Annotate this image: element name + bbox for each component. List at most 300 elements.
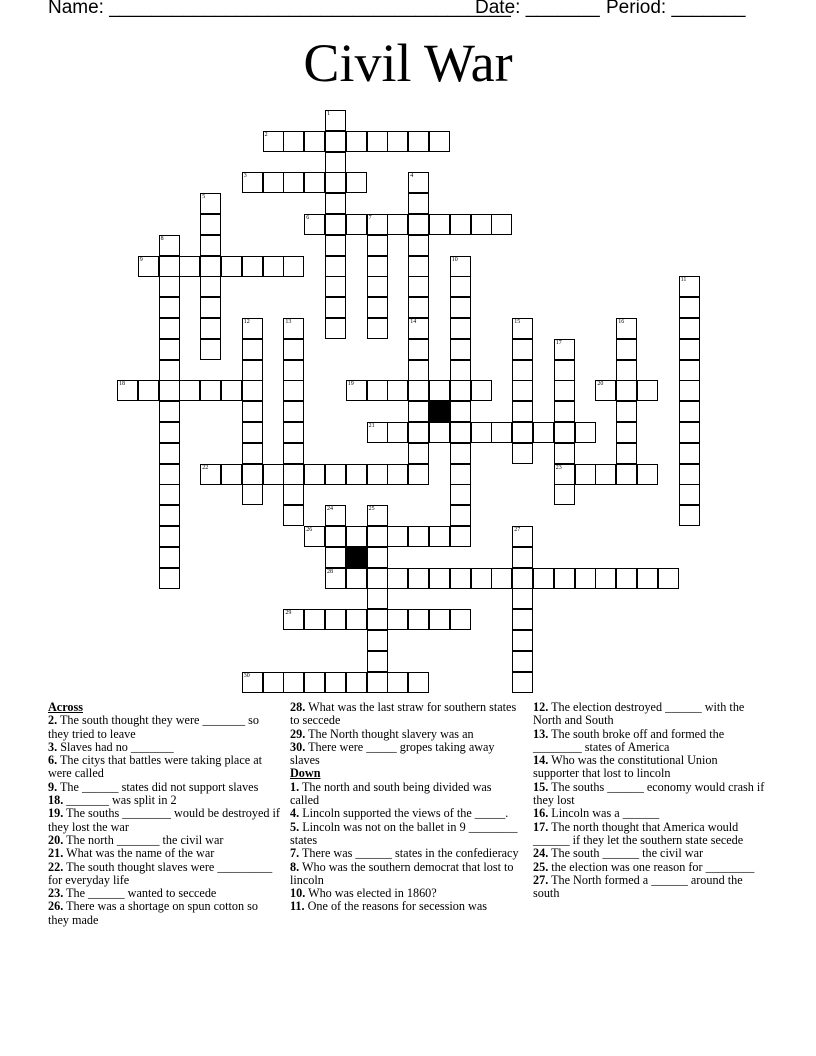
down-heading: Down: [290, 766, 321, 781]
answer-square[interactable]: [616, 380, 637, 401]
answer-square[interactable]: [554, 380, 575, 401]
answer-square[interactable]: [304, 131, 325, 152]
answer-square[interactable]: [304, 672, 325, 693]
answer-square[interactable]: [325, 318, 346, 339]
answer-square[interactable]: [346, 380, 367, 401]
answer-square[interactable]: [304, 172, 325, 193]
answer-square[interactable]: [367, 526, 388, 547]
answer-square[interactable]: [595, 380, 616, 401]
answer-square[interactable]: [367, 422, 388, 443]
answer-square[interactable]: [512, 422, 533, 443]
name-field-label: Name: ______________________________________: [48, 0, 511, 18]
clue-number: 25: [368, 506, 375, 513]
period-field-label: Period: _______: [606, 0, 746, 18]
answer-square[interactable]: [637, 380, 658, 401]
clue-number: 14: [410, 319, 417, 325]
clue-down-10: 10. Who was elected in 1860?: [290, 886, 437, 901]
answer-square[interactable]: [325, 214, 346, 235]
answer-square[interactable]: [200, 297, 221, 318]
clue-down-12: 12. The election destroyed ______ with the North and South: [533, 700, 745, 728]
answer-square[interactable]: [450, 422, 471, 443]
answer-square[interactable]: [263, 256, 284, 277]
answer-square[interactable]: [159, 401, 180, 422]
answer-square[interactable]: [408, 672, 429, 693]
answer-square[interactable]: [159, 443, 180, 464]
answer-square[interactable]: [387, 380, 408, 401]
answer-square[interactable]: [408, 339, 429, 360]
answer-square[interactable]: [450, 339, 471, 360]
answer-square[interactable]: [283, 360, 304, 381]
answer-square[interactable]: [117, 380, 138, 401]
answer-square[interactable]: [242, 422, 263, 443]
answer-square[interactable]: [242, 401, 263, 422]
clue-down-24: 24. The south ______ the civil war: [533, 846, 704, 861]
answer-square[interactable]: [179, 380, 200, 401]
answer-square[interactable]: [325, 526, 346, 547]
answer-square[interactable]: [367, 651, 388, 672]
clue-across-2: 2. The south thought they were _______ so they tried to leave: [48, 713, 260, 741]
answer-square[interactable]: [679, 276, 700, 297]
answer-square[interactable]: [616, 360, 637, 381]
answer-square[interactable]: [263, 672, 284, 693]
answer-square[interactable]: [512, 360, 533, 381]
answer-square[interactable]: [512, 339, 533, 360]
answer-square[interactable]: [200, 464, 221, 485]
clue-number: 4: [410, 173, 414, 180]
answer-square[interactable]: [346, 214, 367, 235]
answer-square[interactable]: [325, 297, 346, 318]
answer-square[interactable]: [283, 131, 304, 152]
clue-number: 13: [285, 319, 292, 325]
answer-square[interactable]: [283, 443, 304, 464]
answer-square[interactable]: [450, 380, 471, 401]
answer-square[interactable]: [283, 505, 304, 526]
answer-square[interactable]: [575, 422, 596, 443]
answer-square[interactable]: [554, 422, 575, 443]
answer-square[interactable]: [491, 568, 512, 589]
clue-number: 17: [555, 339, 562, 346]
answer-square[interactable]: [616, 464, 637, 485]
answer-square[interactable]: [450, 276, 471, 297]
clue-across-9: 9. The ______ states did not support slaves: [48, 779, 259, 794]
answer-square[interactable]: [512, 380, 533, 401]
answer-square[interactable]: [512, 630, 533, 651]
clue-number: 27: [514, 527, 521, 533]
answer-square[interactable]: [138, 380, 159, 401]
answer-square[interactable]: [616, 443, 637, 464]
answer-square[interactable]: [408, 568, 429, 589]
clue-number: 5: [202, 194, 206, 201]
clue-number: 20: [597, 381, 604, 388]
clue-down-16: 16. Lincoln was a ______: [533, 806, 660, 821]
answer-square[interactable]: [242, 318, 263, 339]
answer-square[interactable]: [179, 256, 200, 277]
answer-square[interactable]: [159, 505, 180, 526]
clue-across-19: 19. The souths ________ would be destroyed if they lost the war: [48, 806, 280, 834]
clue-number: 16: [618, 319, 625, 325]
answer-square[interactable]: [679, 297, 700, 318]
answer-square[interactable]: [450, 318, 471, 339]
clue-number: 23: [555, 464, 562, 471]
clue-number: 8: [160, 235, 164, 242]
answer-square[interactable]: [263, 131, 284, 152]
answer-square[interactable]: [346, 609, 367, 630]
answer-square[interactable]: [242, 672, 263, 693]
answer-square[interactable]: [242, 339, 263, 360]
clue-number: 28: [327, 568, 333, 575]
answer-square[interactable]: [408, 131, 429, 152]
clue-across-22: 22. The south thought slaves were _________ for everyday life: [48, 859, 273, 887]
clue-number: 21: [368, 423, 375, 429]
answer-square[interactable]: [658, 568, 679, 589]
answer-square[interactable]: [221, 256, 242, 277]
answer-square[interactable]: [283, 380, 304, 401]
answer-square[interactable]: [616, 422, 637, 443]
answer-square[interactable]: [429, 568, 450, 589]
clue-number: 19: [347, 381, 354, 388]
answer-square[interactable]: [595, 568, 616, 589]
answer-square[interactable]: [367, 276, 388, 297]
answer-square[interactable]: [325, 464, 346, 485]
answer-square[interactable]: [554, 484, 575, 505]
answer-square[interactable]: [346, 672, 367, 693]
answer-square[interactable]: [242, 464, 263, 485]
clues-column-left: [48, 701, 280, 927]
answer-square[interactable]: [325, 235, 346, 256]
answer-square[interactable]: [429, 526, 450, 547]
answer-square[interactable]: [450, 401, 471, 422]
clue-down-11: 11. One of the reasons for secession was: [290, 899, 487, 914]
answer-square[interactable]: [679, 318, 700, 339]
answer-square[interactable]: [554, 568, 575, 589]
answer-square[interactable]: [408, 193, 429, 214]
answer-square[interactable]: [450, 297, 471, 318]
answer-square[interactable]: [325, 568, 346, 589]
answer-square[interactable]: [637, 568, 658, 589]
answer-square[interactable]: [283, 318, 304, 339]
answer-square[interactable]: [679, 505, 700, 526]
clue-down-7: 7. There was ______ states in the confedieracy: [290, 846, 519, 861]
answer-square[interactable]: [242, 443, 263, 464]
answer-square[interactable]: [159, 547, 180, 568]
answer-square[interactable]: [159, 380, 180, 401]
answer-square[interactable]: [304, 609, 325, 630]
answer-square[interactable]: [263, 464, 284, 485]
answer-square[interactable]: [325, 152, 346, 173]
answer-square[interactable]: [367, 609, 388, 630]
answer-square[interactable]: [450, 464, 471, 485]
clue-number: 10: [451, 256, 458, 263]
answer-square[interactable]: [325, 609, 346, 630]
answer-square[interactable]: [512, 318, 533, 339]
answer-square[interactable]: [304, 214, 325, 235]
answer-square[interactable]: [408, 276, 429, 297]
answer-square[interactable]: [263, 172, 284, 193]
answer-square[interactable]: [200, 339, 221, 360]
answer-square[interactable]: [325, 505, 346, 526]
clue-across-6: 6. The citys that battles were taking place at were called: [48, 753, 262, 781]
answer-square[interactable]: [283, 422, 304, 443]
answer-square[interactable]: [325, 110, 346, 131]
answer-square[interactable]: [159, 464, 180, 485]
answer-square[interactable]: [387, 609, 408, 630]
answer-square[interactable]: [367, 380, 388, 401]
clue-down-14: 14. Who was the constitutional Union supporter that lost to lincoln: [533, 753, 718, 781]
answer-square[interactable]: [367, 214, 388, 235]
answer-square[interactable]: [512, 651, 533, 672]
answer-square[interactable]: [387, 568, 408, 589]
answer-square[interactable]: [450, 609, 471, 630]
clue-down-13: 13. The south broke off and formed the ________ states of America: [533, 726, 725, 754]
answer-square[interactable]: [242, 380, 263, 401]
clue-across-18: 18. _______ was split in 2: [48, 793, 177, 808]
answer-square[interactable]: [200, 193, 221, 214]
answer-square[interactable]: [408, 380, 429, 401]
answer-square[interactable]: [616, 568, 637, 589]
answer-square[interactable]: [408, 235, 429, 256]
clue-number: 18: [119, 381, 125, 388]
answer-square[interactable]: [325, 193, 346, 214]
clue-number: 1: [327, 111, 330, 117]
answer-square[interactable]: [408, 422, 429, 443]
answer-square[interactable]: [450, 443, 471, 464]
answer-square[interactable]: [346, 172, 367, 193]
answer-square[interactable]: [242, 484, 263, 505]
answer-square[interactable]: [367, 630, 388, 651]
answer-square[interactable]: [512, 568, 533, 589]
answer-square[interactable]: [367, 505, 388, 526]
clue-number: 26: [306, 527, 313, 533]
answer-square[interactable]: [200, 235, 221, 256]
answer-square[interactable]: [679, 464, 700, 485]
answer-square[interactable]: [554, 464, 575, 485]
answer-square[interactable]: [325, 547, 346, 568]
answer-square[interactable]: [471, 380, 492, 401]
answer-square[interactable]: [408, 214, 429, 235]
answer-square[interactable]: [346, 526, 367, 547]
answer-square[interactable]: [242, 360, 263, 381]
answer-square[interactable]: [429, 214, 450, 235]
answer-square[interactable]: [283, 672, 304, 693]
answer-square[interactable]: [512, 526, 533, 547]
clue-number: 6: [306, 215, 310, 221]
answer-square[interactable]: [159, 297, 180, 318]
answer-square[interactable]: [554, 339, 575, 360]
answer-square[interactable]: [616, 401, 637, 422]
clue-down-8: 8. Who was the southern democrat that lost to lincoln: [290, 859, 514, 887]
answer-square[interactable]: [450, 568, 471, 589]
answer-square[interactable]: [387, 422, 408, 443]
answer-square[interactable]: [387, 214, 408, 235]
clue-down-25: 25. the election was one reason for ________: [533, 859, 755, 874]
answer-square[interactable]: [450, 484, 471, 505]
answer-square[interactable]: [283, 464, 304, 485]
answer-square[interactable]: [679, 401, 700, 422]
answer-square[interactable]: [221, 464, 242, 485]
clues-column-right: [533, 701, 765, 900]
answer-square[interactable]: [159, 235, 180, 256]
clue-across-28: 28. What was the last straw for southern states to seccede: [290, 700, 517, 728]
answer-square[interactable]: [408, 256, 429, 277]
answer-square[interactable]: [408, 360, 429, 381]
answer-square[interactable]: [283, 339, 304, 360]
clue-down-17: 17. The north thought that America would ______ if they let the southern state secede: [533, 819, 744, 847]
clue-down-4: 4. Lincoln supported the views of the _____.: [290, 806, 509, 821]
answer-square[interactable]: [367, 131, 388, 152]
answer-square[interactable]: [367, 235, 388, 256]
clue-down-27: 27. The North formed a ______ around the south: [533, 872, 743, 901]
answer-square[interactable]: [450, 505, 471, 526]
answer-square[interactable]: [408, 318, 429, 339]
clues-column-middle: [290, 701, 522, 914]
answer-square[interactable]: [387, 131, 408, 152]
answer-square[interactable]: [450, 214, 471, 235]
answer-square[interactable]: [450, 360, 471, 381]
answer-square[interactable]: [408, 172, 429, 193]
answer-square[interactable]: [512, 443, 533, 464]
answer-square[interactable]: [325, 672, 346, 693]
answer-square[interactable]: [283, 609, 304, 630]
answer-square[interactable]: [595, 464, 616, 485]
answer-square[interactable]: [554, 443, 575, 464]
clue-across-26: 26. There was a shortage on spun cotton so they made: [48, 899, 258, 927]
answer-square[interactable]: [283, 172, 304, 193]
answer-square[interactable]: [304, 464, 325, 485]
answer-square[interactable]: [616, 339, 637, 360]
answer-square[interactable]: [159, 484, 180, 505]
answer-square[interactable]: [159, 526, 180, 547]
answer-square[interactable]: [450, 256, 471, 277]
answer-square[interactable]: [159, 422, 180, 443]
answer-square[interactable]: [367, 318, 388, 339]
clue-number: 2: [264, 131, 268, 138]
clue-number: 7: [368, 215, 372, 221]
answer-square[interactable]: [554, 360, 575, 381]
answer-square[interactable]: [450, 526, 471, 547]
answer-square[interactable]: [346, 568, 367, 589]
answer-square[interactable]: [325, 131, 346, 152]
answer-square[interactable]: [367, 297, 388, 318]
clue-number: 11: [680, 277, 687, 284]
answer-square[interactable]: [471, 422, 492, 443]
date-field-label: Date: _______: [475, 0, 600, 18]
block-square: [346, 547, 367, 568]
answer-square[interactable]: [304, 526, 325, 547]
answer-square[interactable]: [367, 256, 388, 277]
answer-square[interactable]: [679, 339, 700, 360]
answer-square[interactable]: [408, 443, 429, 464]
answer-square[interactable]: [283, 401, 304, 422]
answer-square[interactable]: [325, 276, 346, 297]
across-heading: Across: [48, 700, 83, 714]
answer-square[interactable]: [616, 318, 637, 339]
answer-square[interactable]: [679, 443, 700, 464]
answer-square[interactable]: [533, 568, 554, 589]
answer-square[interactable]: [159, 318, 180, 339]
answer-square[interactable]: [512, 672, 533, 693]
answer-square[interactable]: [367, 464, 388, 485]
answer-square[interactable]: [512, 588, 533, 609]
answer-square[interactable]: [200, 276, 221, 297]
answer-square[interactable]: [533, 422, 554, 443]
answer-square[interactable]: [429, 609, 450, 630]
answer-square[interactable]: [242, 172, 263, 193]
answer-square[interactable]: [679, 360, 700, 381]
answer-square[interactable]: [325, 256, 346, 277]
answer-square[interactable]: [159, 568, 180, 589]
answer-square[interactable]: [408, 297, 429, 318]
answer-square[interactable]: [554, 401, 575, 422]
answer-square[interactable]: [679, 484, 700, 505]
answer-square[interactable]: [325, 172, 346, 193]
answer-square[interactable]: [512, 547, 533, 568]
answer-square[interactable]: [200, 214, 221, 235]
answer-square[interactable]: [200, 318, 221, 339]
answer-square[interactable]: [283, 256, 304, 277]
clue-number: 22: [202, 464, 209, 471]
clue-down-1: 1. The north and south being divided was called: [290, 779, 492, 808]
answer-square[interactable]: [200, 256, 221, 277]
answer-square[interactable]: [367, 568, 388, 589]
answer-square[interactable]: [200, 380, 221, 401]
clue-across-30: 30. There were _____ gropes taking away slaves: [290, 739, 495, 768]
answer-square[interactable]: [159, 256, 180, 277]
answer-square[interactable]: [491, 214, 512, 235]
answer-square[interactable]: [159, 360, 180, 381]
clue-number: 12: [243, 319, 250, 325]
block-square: [429, 401, 450, 422]
clue-number: 3: [243, 173, 247, 180]
answer-square[interactable]: [491, 422, 512, 443]
answer-square[interactable]: [575, 568, 596, 589]
answer-square[interactable]: [367, 672, 388, 693]
answer-square[interactable]: [679, 380, 700, 401]
answer-square[interactable]: [512, 401, 533, 422]
answer-square[interactable]: [408, 526, 429, 547]
answer-square[interactable]: [221, 380, 242, 401]
answer-square[interactable]: [159, 276, 180, 297]
clue-across-23: 23. The ______ wanted to seccede: [48, 886, 217, 901]
answer-square[interactable]: [429, 422, 450, 443]
clue-across-3: 3. Slaves had no _______: [48, 739, 174, 754]
answer-square[interactable]: [679, 422, 700, 443]
answer-square[interactable]: [159, 339, 180, 360]
answer-square[interactable]: [575, 464, 596, 485]
answer-square[interactable]: [408, 401, 429, 422]
answer-square[interactable]: [512, 609, 533, 630]
answer-square[interactable]: [346, 131, 367, 152]
answer-square[interactable]: [367, 588, 388, 609]
answer-square[interactable]: [283, 484, 304, 505]
answer-square[interactable]: [242, 256, 263, 277]
answer-square[interactable]: [637, 464, 658, 485]
answer-square[interactable]: [138, 256, 159, 277]
clue-across-21: 21. What was the name of the war: [48, 846, 215, 861]
answer-square[interactable]: [471, 214, 492, 235]
puzzle-title: Civil War: [303, 33, 513, 93]
answer-square[interactable]: [471, 568, 492, 589]
answer-square[interactable]: [429, 131, 450, 152]
answer-square[interactable]: [387, 464, 408, 485]
answer-square[interactable]: [408, 464, 429, 485]
clue-down-5: 5. Lincoln was not on the ballet in 9 ________ states: [290, 819, 518, 847]
answer-square[interactable]: [387, 672, 408, 693]
answer-square[interactable]: [387, 526, 408, 547]
answer-square[interactable]: [367, 547, 388, 568]
answer-square[interactable]: [429, 380, 450, 401]
answer-square[interactable]: [346, 464, 367, 485]
answer-square[interactable]: [408, 609, 429, 630]
